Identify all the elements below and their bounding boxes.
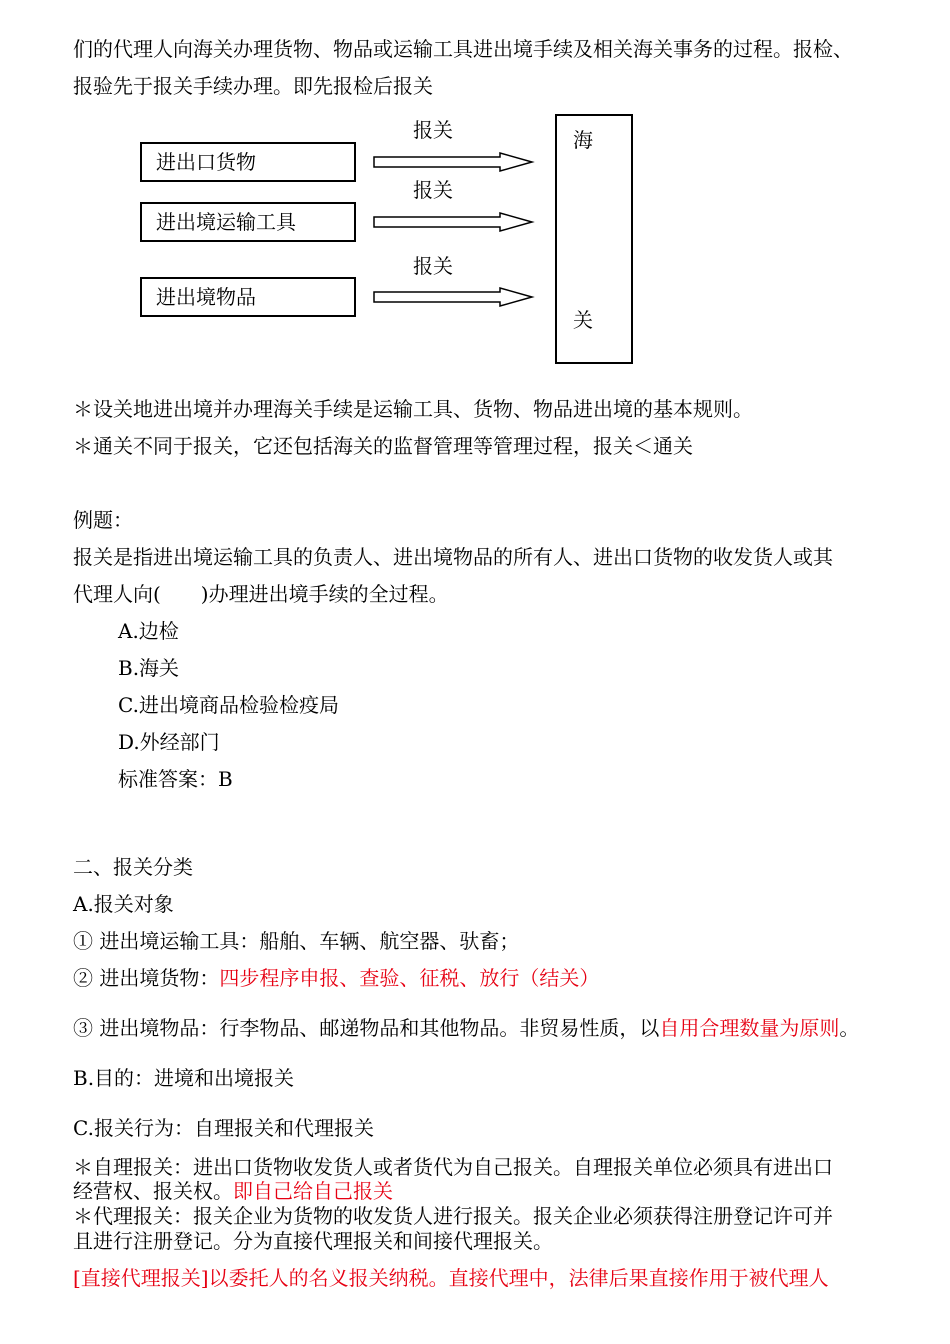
- self-declaration-text: 经营权、报关权。: [73, 1179, 233, 1203]
- agent-declaration-line-1: ＊代理报关：报关企业为货物的收发货人进行报关。报关企业必须获得注册登记许可并: [73, 1204, 833, 1228]
- option-a: A.边检: [118, 619, 179, 643]
- customs-target-box: [555, 114, 633, 364]
- arrow-icon: [370, 150, 536, 174]
- agent-declaration-line-2: 且进行注册登记。分为直接代理报关和间接代理报关。: [73, 1229, 553, 1253]
- arrow-icon: [370, 210, 536, 234]
- note-2: ＊通关不同于报关，它还包括海关的监督管理等管理过程，报关＜通关: [73, 434, 693, 458]
- example-heading: 例题：: [73, 508, 133, 532]
- option-b: B.海关: [118, 656, 180, 680]
- arrow-label-1: 报关: [413, 118, 453, 142]
- subheading-c: C.报关行为：自理报关和代理报关: [73, 1116, 374, 1140]
- customs-char-hai: 海: [573, 128, 593, 152]
- direct-agent-declaration: [直接代理报关]以委托人的名义报关纳税。直接代理中，法律后果直接作用于被代理人: [73, 1266, 829, 1290]
- source-box-transport: 进出境运输工具: [140, 202, 356, 242]
- subheading-a: A.报关对象: [73, 892, 174, 916]
- note-1: ＊设关地进出境并办理海关手续是运输工具、货物、物品进出境的基本规则。: [73, 397, 753, 421]
- example-question-line-2: 代理人向( )办理进出境手续的全过程。: [73, 582, 449, 606]
- object-item-3: [73, 1013, 859, 1043]
- standard-answer: 标准答案：B: [118, 767, 233, 791]
- option-c: C.进出境商品检验检疫局: [118, 693, 339, 717]
- object-item-3-highlight: 自用合理数量为原则: [659, 1016, 840, 1040]
- intro-line-2: 报验先于报关手续办理。即先报检后报关: [73, 74, 433, 98]
- object-item-2-label: ② 进出境货物：: [73, 966, 220, 990]
- customs-char-guan: 关: [573, 308, 593, 332]
- arrow-icon: [370, 285, 536, 309]
- option-d: D.外经部门: [118, 730, 220, 754]
- arrow-label-2: 报关: [413, 178, 453, 202]
- source-box-goods: 进出口货物: [140, 142, 356, 182]
- object-item-1: ① 进出境运输工具：船舶、车辆、航空器、驮畜；: [73, 929, 520, 953]
- self-declaration-highlight: 即自己给自己报关: [233, 1179, 393, 1203]
- example-question-line-1: 报关是指进出境运输工具的负责人、进出境物品的所有人、进出口货物的收发货人或其: [73, 545, 833, 569]
- source-box-articles: 进出境物品: [140, 277, 356, 317]
- object-item-3-end: 。: [839, 1016, 860, 1040]
- object-item-3-label: ③ 进出境物品：行李物品、邮递物品和其他物品。非贸易性质，以: [73, 1016, 660, 1040]
- section-heading: 二、报关分类: [73, 855, 193, 879]
- object-item-2-highlight: 四步程序申报、查验、征税、放行（结关）: [219, 966, 600, 990]
- object-item-2: [73, 963, 599, 993]
- self-declaration-line-1: ＊自理报关：进出口货物收发货人或者货代为自己报关。自理报关单位必须具有进出口: [73, 1155, 833, 1179]
- subheading-b: B.目的：进境和出境报关: [73, 1066, 295, 1090]
- arrow-label-3: 报关: [413, 254, 453, 278]
- intro-line-1: 们的代理人向海关办理货物、物品或运输工具进出境手续及相关海关事务的过程。报检、: [73, 37, 853, 61]
